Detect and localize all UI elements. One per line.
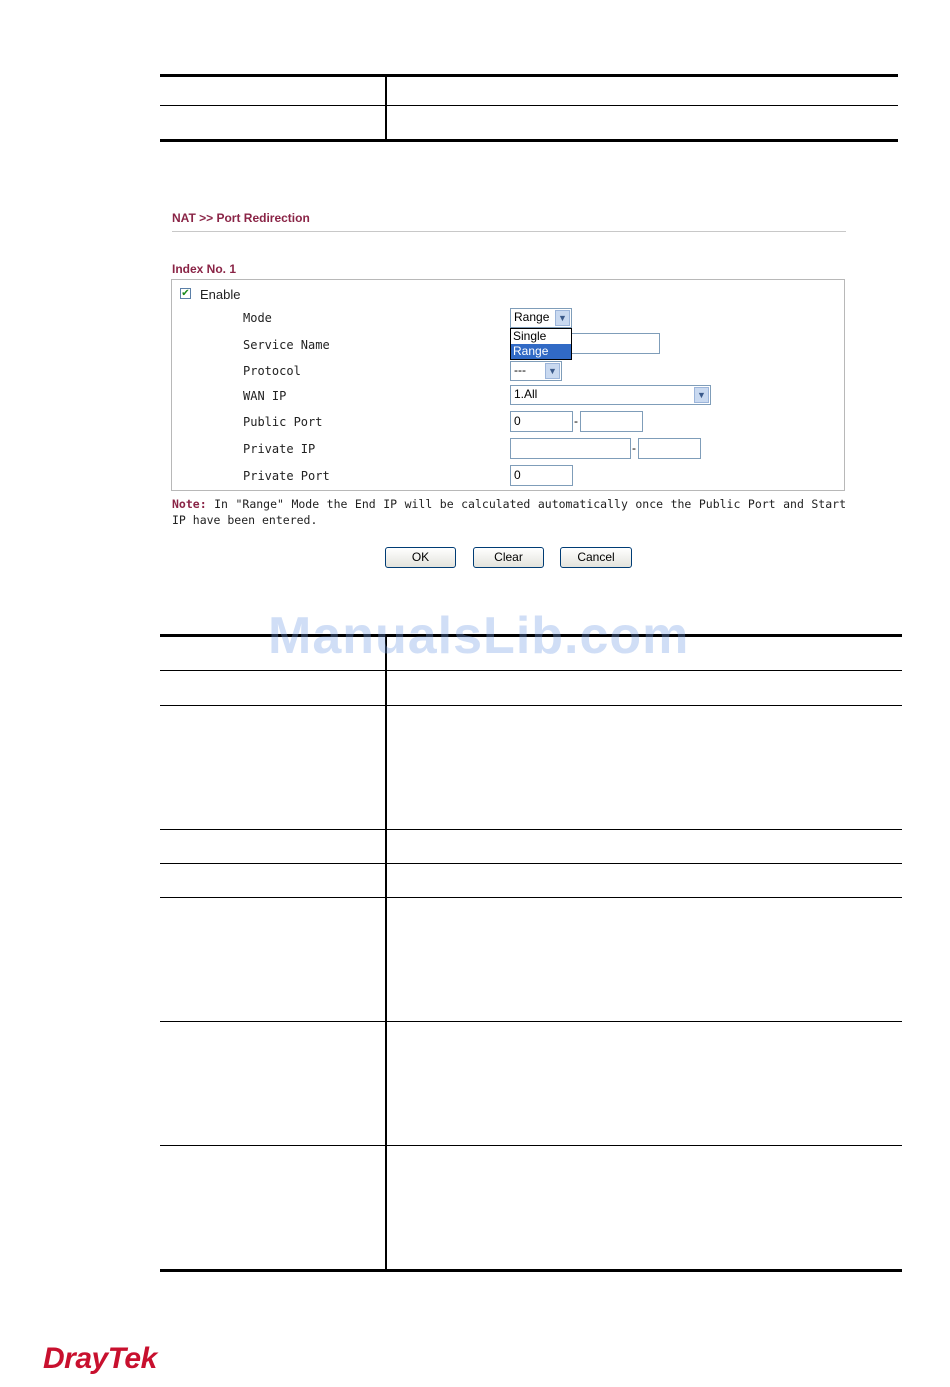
bottom-table-column-divider [385,636,387,1270]
check-icon: ✔ [181,288,190,299]
top-table-column-divider [385,76,387,141]
public-port-start-input[interactable]: 0 [510,411,573,432]
watermark: ManualsLib.com [268,607,690,665]
bottom-table-row-divider [160,829,902,830]
public-port-label: Public Port [243,415,323,429]
note-body: In "Range" Mode the End IP will be calculated automatically once the Public Port and Start IP have been entered. [172,497,846,527]
bottom-table-row-divider [160,897,902,898]
ok-button[interactable]: OK [385,547,456,568]
mode-label: Mode [243,311,272,325]
mode-option-single[interactable]: Single [513,329,547,343]
enable-label: Enable [200,287,241,302]
private-ip-label: Private IP [243,442,316,456]
bottom-table-row-divider [160,1021,902,1022]
service-name-label: Service Name [243,338,330,352]
bottom-table-row-divider [160,670,902,671]
note-label: Note: [172,497,207,511]
enable-checkbox[interactable] [180,288,191,299]
private-ip-separator: - [632,441,636,455]
public-port-end-input[interactable] [580,411,643,432]
bottom-table-row-divider [160,863,902,864]
cancel-button[interactable]: Cancel [560,547,632,568]
public-port-separator: - [574,414,578,428]
wan-ip-label: WAN IP [243,389,287,403]
private-port-input[interactable]: 0 [510,465,573,486]
private-ip-start-input[interactable] [510,438,631,459]
mode-select[interactable] [510,308,572,328]
note-text [172,496,846,528]
clear-button[interactable]: Clear [473,547,544,568]
wan-ip-select-value: 1.All [514,387,538,401]
page-title: NAT >> Port Redirection [172,211,310,225]
bottom-table-bottom-border [160,1269,902,1272]
protocol-select[interactable] [510,361,562,381]
title-divider [172,231,846,232]
bottom-table-row-divider [160,1145,902,1146]
mode-dropdown-list[interactable] [510,328,572,360]
form-box [171,279,845,491]
draytek-logo: DrayTek [43,1342,157,1375]
top-table-bottom-border [160,139,898,142]
private-port-label: Private Port [243,469,330,483]
wan-ip-select[interactable] [510,385,711,405]
index-label: Index No. 1 [172,262,237,276]
protocol-select-value: --- [514,363,526,377]
private-ip-end-input[interactable] [638,438,701,459]
mode-option-range[interactable]: Range [511,344,571,359]
mode-select-value: Range [514,310,550,324]
top-table-top-border [160,74,898,77]
chevron-down-icon[interactable]: ▼ [545,363,560,379]
chevron-down-icon[interactable]: ▼ [555,310,570,326]
bottom-table-row-divider [160,705,902,706]
protocol-label: Protocol [243,364,301,378]
top-table-row-divider [160,105,898,106]
chevron-down-icon[interactable]: ▼ [694,387,709,403]
